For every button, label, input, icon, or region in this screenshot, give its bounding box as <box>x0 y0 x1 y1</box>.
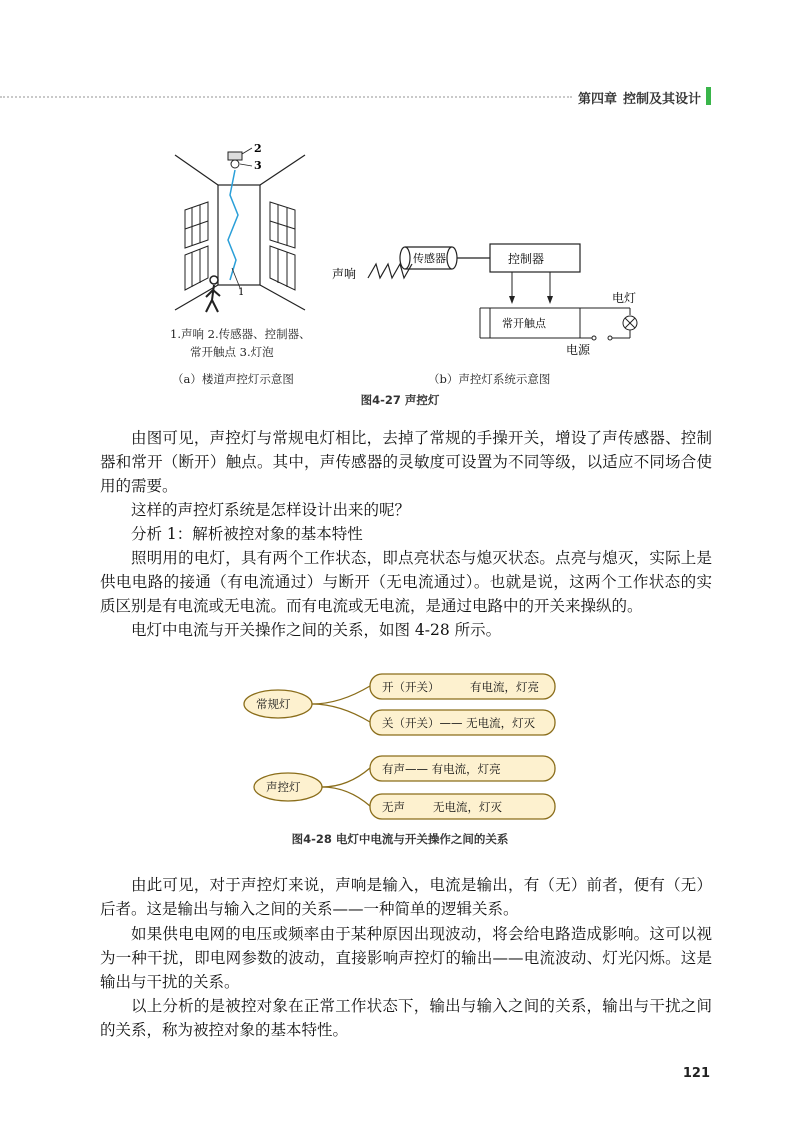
sound-lamp-label: 声控灯 <box>266 780 301 794</box>
header-rule <box>0 96 572 98</box>
sound-label: 声响 <box>332 267 357 281</box>
chapter-number: 第四章 <box>578 92 618 107</box>
paragraph-2: 这样的声控灯系统是怎样设计出来的呢？ <box>131 501 411 519</box>
paragraph-7: 如果供电电网的电压或频率由于某种原因出现波动，将会给电路造成影响。这可以视为一种干扰，即电网参数的波动，直接影响声控灯的输出——电流波动、灯光闪烁。这是输出与干扰的关系。 <box>100 925 712 991</box>
sensor-label: 传感器 <box>413 252 446 265</box>
box-4-left: 无声 <box>382 800 405 814</box>
figure-4-27-caption: 图4-27 声控灯 <box>360 393 440 407</box>
page-number: 121 <box>682 1066 710 1081</box>
paragraph-8: 以上分析的是被控对象在正常工作状态下，输出与输入之间的关系，输出与干扰之间的关系，称为被控对象的基本特性。 <box>100 997 712 1039</box>
paragraph-3: 分析 1：解析被控对象的基本特性 <box>131 525 363 543</box>
box-1-right: 有电流，灯亮 <box>470 680 539 694</box>
lamp-label: 电灯 <box>612 291 637 305</box>
controller-label: 控制器 <box>508 252 545 266</box>
corridor-legend-line-1: 1.声响 2.传感器、控制器、 <box>170 327 311 341</box>
chapter-title: 控制及其设计 <box>623 92 702 107</box>
corridor-illustration <box>170 140 350 320</box>
corridor-legend-line-2: 常开触点 3.灯泡 <box>190 345 274 359</box>
box-1-left: 开（开关） <box>382 680 440 694</box>
header-accent-bar <box>706 87 711 105</box>
paragraph-1: 由图可见，声控灯与常规电灯相比，去掉了常规的手操开关，增设了声传感器、控制器和常开（断开）触点。其中，声传感器的灵敏度可设置为不同等级，以适应不同场合使用的需要。 <box>100 429 712 495</box>
corridor-label-2: 2 <box>254 142 262 155</box>
subcaption-b: （b）声控灯系统示意图 <box>428 372 551 386</box>
box-3-text: 有声—— 有电流，灯亮 <box>382 762 501 776</box>
figure-4-28-caption: 图4-28 电灯中电流与开关操作之间的关系 <box>291 832 509 846</box>
box-2-text: 关（开关）—— 无电流，灯灭 <box>382 716 536 730</box>
contact-label: 常开触点 <box>502 317 546 330</box>
paragraph-4: 照明用的电灯，具有两个工作状态，即点亮状态与熄灭状态。点亮与熄灭，实际上是供电电路的接通（有电流通过）与断开（无电流通过）。也就是说，这两个工作状态的实质区别是有电流或无电流。而有电流或无电流，是通过电路中的开关来操纵的。 <box>100 549 712 615</box>
power-label: 电源 <box>566 343 591 357</box>
box-4-right: 无电流，灯灭 <box>433 800 502 814</box>
running-header <box>578 88 708 107</box>
regular-lamp-label: 常规灯 <box>256 697 291 711</box>
subcaption-a: （a）楼道声控灯示意图 <box>172 372 294 386</box>
sound-light-system-diagram <box>330 230 650 360</box>
paragraph-5: 电灯中电流与开关操作之间的关系，如图 4-28 所示。 <box>131 621 502 639</box>
paragraph-6: 由此可见，对于声控灯来说，声响是输入，电流是输出，有（无）前者，便有（无）后者。这是输出与输入之间的关系——一种简单的逻辑关系。 <box>100 876 712 918</box>
figure-4-28-diagram <box>240 662 570 822</box>
corridor-label-1: 1 <box>238 287 245 298</box>
corridor-label-3: 3 <box>254 159 262 172</box>
